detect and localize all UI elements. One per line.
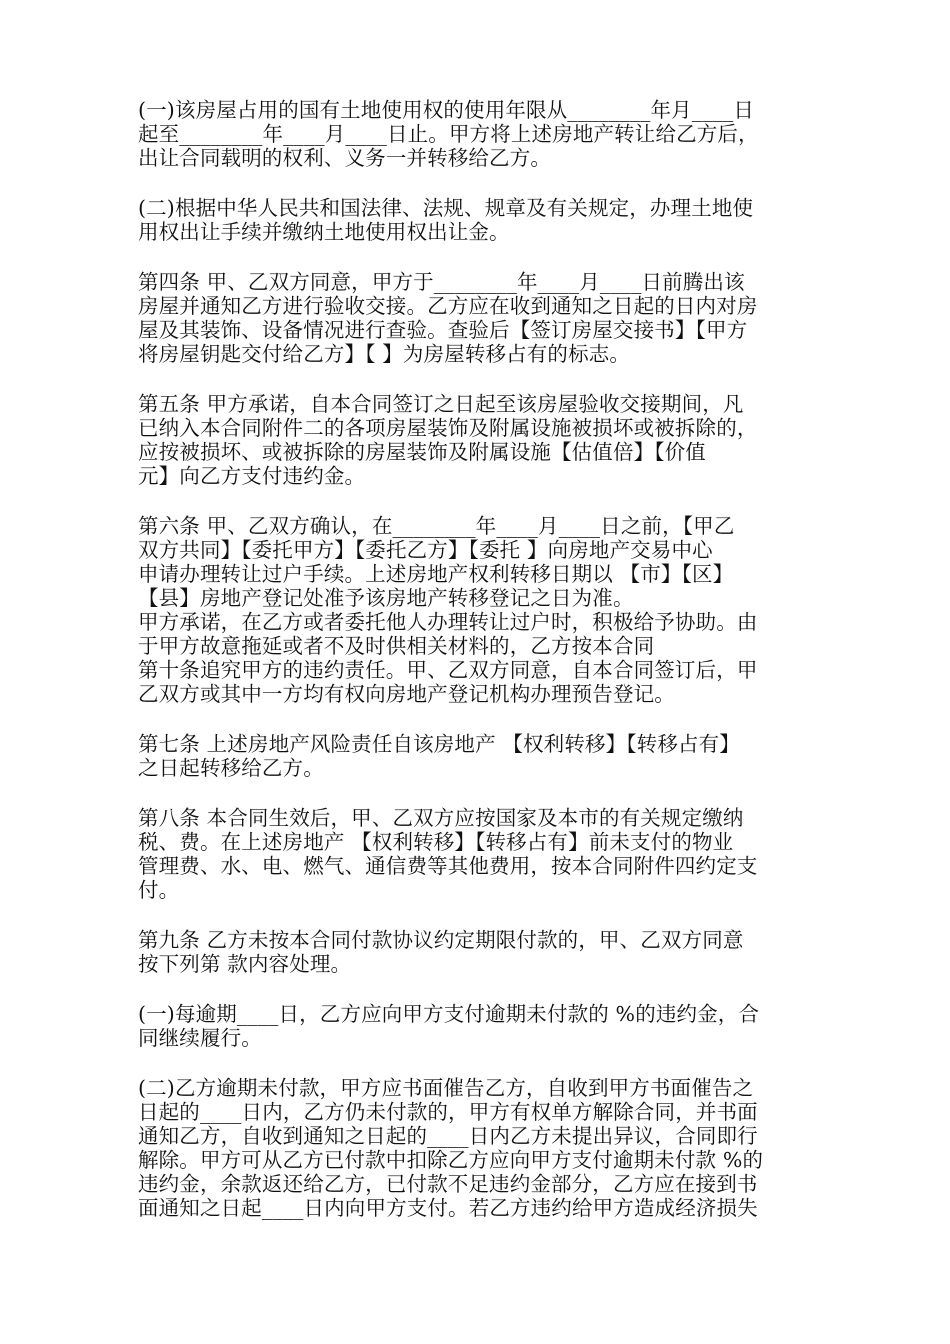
text-line: (二)乙方逾期未付款，甲方应书面催告乙方，自收到甲方书面催告之 bbox=[138, 1076, 754, 1100]
article-8 bbox=[138, 806, 814, 902]
text-line: (一)每逾期____日，乙方应向甲方支付逾期未付款的 %的违约金，合 bbox=[138, 1002, 760, 1026]
article-6 bbox=[138, 514, 814, 706]
text-line: 第七条 上述房地产风险责任自该房地产 【权利转移】【转移占有】 bbox=[138, 732, 740, 756]
text-line: 第八条 本合同生效后，甲、乙双方应按国家及本市的有关规定缴纳 bbox=[138, 806, 744, 830]
article-7 bbox=[138, 732, 814, 780]
text-line: 于甲方故意拖延或者不及时供相关材料的，乙方按本合同 bbox=[138, 634, 655, 658]
text-line: 申请办理转让过户手续。上述房地产权利转移日期以 【市】【区】 bbox=[138, 562, 734, 586]
text-line: 税、费。在上述房地产 【权利转移】【转移占有】前未支付的物业 bbox=[138, 830, 734, 854]
text-line: 日起的____日内，乙方仍未付款的，甲方有权单方解除合同，并书面 bbox=[138, 1100, 758, 1124]
paragraph bbox=[138, 98, 814, 170]
text-line: 房屋并通知乙方进行验收交接。乙方应在收到通知之日起的日内对房 bbox=[138, 294, 758, 318]
text-line: 双方共同】【委托甲方】【委托乙方】【委托 】向房地产交易中心 bbox=[138, 538, 713, 562]
article-4 bbox=[138, 270, 814, 366]
text-line: 元】向乙方支付违约金。 bbox=[138, 464, 366, 488]
article-9 bbox=[138, 928, 814, 976]
document-page bbox=[138, 98, 814, 1246]
text-line: 甲方承诺，在乙方或者委托他人办理转让过户时，积极给予协助。由 bbox=[138, 610, 758, 634]
text-line: 按下列第 款内容处理。 bbox=[138, 952, 352, 976]
text-line: 之日起转移给乙方。 bbox=[138, 756, 324, 780]
article-5 bbox=[138, 392, 814, 488]
text-line: 第四条 甲、乙双方同意，甲方于________年____月____日前腾出该 bbox=[138, 270, 745, 294]
text-line: 违约金，余款返还给乙方，已付款不足违约金部分，乙方应在接到书 bbox=[138, 1172, 758, 1196]
text-line: 出让合同载明的权利、义务一并转移给乙方。 bbox=[138, 146, 551, 170]
text-line: 第六条 甲、乙双方确认，在________年____月____日之前，【甲乙 bbox=[138, 514, 735, 538]
text-line: 第十条追究甲方的违约责任。甲、乙双方同意，自本合同签订后，甲 bbox=[138, 658, 758, 682]
text-line: 面通知之日起____日内向甲方支付。若乙方违约给甲方造成经济损失 bbox=[138, 1196, 758, 1220]
text-line: (一)该房屋占用的国有土地使用权的使用年限从________年月____日 bbox=[138, 98, 755, 122]
paragraph bbox=[138, 1002, 814, 1050]
text-line: 将房屋钥匙交付给乙方】【 】为房屋转移占有的标志。 bbox=[138, 342, 631, 366]
text-line: 已纳入本合同附件二的各项房屋装饰及附属设施被损坏或被拆除的， bbox=[138, 416, 758, 440]
text-line: (二)根据中华人民共和国法律、法规、规章及有关规定，办理土地使 bbox=[138, 196, 754, 220]
text-line: 第五条 甲方承诺，自本合同签订之日起至该房屋验收交接期间，凡 bbox=[138, 392, 744, 416]
text-line: 起至________年____月____日止。甲方将上述房地产转让给乙方后， bbox=[138, 122, 759, 146]
text-line: 通知乙方，自收到通知之日起的____日内乙方未提出异议，合同即行 bbox=[138, 1124, 758, 1148]
text-line: 同继续履行。 bbox=[138, 1026, 262, 1050]
text-line: 用权出让手续并缴纳土地使用权出让金。 bbox=[138, 220, 510, 244]
paragraph bbox=[138, 1076, 814, 1220]
text-line: 应按被损坏、或被拆除的房屋装饰及附属设施【估值倍】【价值 bbox=[138, 440, 706, 464]
text-line: 第九条 乙方未按本合同付款协议约定期限付款的，甲、乙双方同意 bbox=[138, 928, 744, 952]
text-line: 【县】房地产登记处准予该房地产转移登记之日为准。 bbox=[138, 586, 634, 610]
text-line: 解除。甲方可从乙方已付款中扣除乙方应向甲方支付逾期未付款 %的 bbox=[138, 1148, 764, 1172]
paragraph bbox=[138, 196, 814, 244]
text-line: 管理费、水、电、燃气、通信费等其他费用，按本合同附件四约定支 bbox=[138, 854, 758, 878]
text-line: 付。 bbox=[138, 878, 180, 902]
text-line: 屋及其装饰、设备情况进行查验。查验后【签订房屋交接书】【甲方 bbox=[138, 318, 748, 342]
text-line: 乙双方或其中一方均有权向房地产登记机构办理预告登记。 bbox=[138, 682, 675, 706]
